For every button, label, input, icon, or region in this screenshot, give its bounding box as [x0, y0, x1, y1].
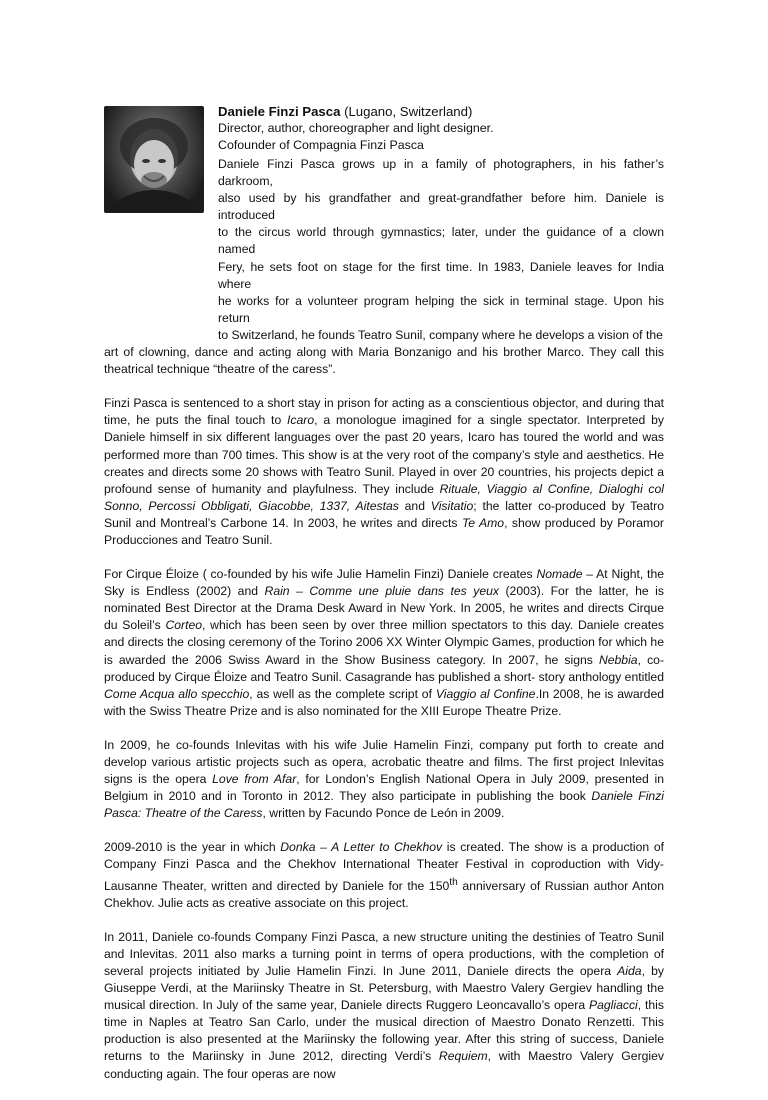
p5-superscript: th — [449, 876, 458, 888]
p1-line-4: Fery, he sets foot on stage for the first time. In 1983, Daniele leaves for India where — [218, 259, 664, 291]
p2-title-visitatio: Visitatio — [430, 498, 474, 513]
p2-title-teamo: Te Amo — [461, 515, 505, 530]
paragraph-1 — [104, 156, 664, 378]
p3-text-f: , as well as the complete script of — [249, 686, 436, 701]
p2-title-icaro: Icaro — [287, 413, 315, 428]
paragraph-4 — [104, 737, 664, 822]
person-cofounder: Cofounder of Compagnia Finzi Pasca — [218, 138, 424, 152]
p4-text-b: , for London’s English National Opera in July 2009, presented in Belgium in 2010 and in Toronto in 2012. They also participate in publishing the book — [104, 772, 664, 804]
paragraph-3 — [104, 566, 664, 720]
p1-line-5: he works for a volunteer program helping the sick in terminal stage. Upon his return — [218, 293, 664, 325]
p3-title-rain: Rain – Comme une pluie dans tes yeux — [264, 584, 499, 599]
p5-title-donka: Donka – A Letter to Chekhov — [280, 840, 443, 855]
p2-title-shows: Rituale, Viaggio al Confine, Dialoghi col Sonno, Percossi Obbligati, Giacobbe, 1337, Aitestas — [104, 481, 665, 513]
p2-text-c: ; the latter co-produced by Teatro Sunil and Montreal’s Carbone 14. In 2003, he writes and directs — [104, 498, 664, 530]
p3-text-a: For Cirque Éloize ( co-founded by his wife Julie Hamelin Finzi) Daniele creates — [104, 567, 537, 582]
person-origin: (Lugano, Switzerland) — [340, 104, 473, 119]
p4-title-lovefrom: Love from Afar — [212, 772, 297, 787]
p3-text-g: .In 2008, he is awarded with the Swiss Theatre Prize and is also nominated for the XIII Europe Theatre Prize. — [104, 686, 664, 718]
p1-line-1: Daniele Finzi Pasca grows up in a family of photographers, in his father’s darkroom, — [218, 157, 664, 189]
p1-line-3: to the circus world through gymnastics; later, under the guidance of a clown named — [218, 225, 664, 257]
p4-text-a: In 2009, he co-founds Inlevitas with his wife Julie Hamelin Finzi, company put forth to create and develop various artistic projects such as opera, acrobatic theatre and films. The first project Inlevitas signs is the opera — [104, 737, 664, 787]
bio-header — [218, 103, 678, 154]
p6-text-b: , by Giuseppe Verdi, at the Mariinsky Theatre in St. Petersburg, with Maestro Valery Gergiev handling the musical direction. In July of the same year, Daniele directs Ruggero Leoncavallo’s opera — [104, 964, 664, 1013]
person-name: Daniele Finzi Pasca — [218, 104, 341, 119]
paragraph-2 — [104, 395, 664, 549]
p6-text-d: , with Maestro Valery Gergiev conducting again. The four operas are now — [104, 1049, 664, 1081]
p3-text-d: , which has been seen by over three million spectators to this day. Daniele creates and directs the closing ceremony of the Torino 2006 XX Winter Olympic Games, production for which he is awarded the 2006 Swiss Award in the Show Business category. In 2007, he signs — [104, 618, 664, 667]
p5-text-a: 2009-2010 is the year in which — [104, 840, 281, 855]
p2-text-a: Finzi Pasca is sentenced to a short stay in prison for acting as a conscientious objector, and during that time, he puts the final touch to — [104, 396, 664, 428]
p3-title-come: Come Acqua allo specchio — [104, 686, 250, 701]
p3-title-nebbia: Nebbia — [598, 652, 638, 667]
p2-text-and: and — [398, 498, 431, 513]
p1-line-2: also used by his grandfather and great-grandfather before him. Daniele is introduced — [218, 191, 664, 223]
p1-line-6: to Switzerland, he founds Teatro Sunil, company where he develops a vision of the — [218, 327, 663, 342]
p5-text-b: is created. The show is a production of Company Finzi Pasca and the Chekhov International Theater Festival in coproduction with Vidy-Lausanne Theater, written and directed by Daniele for the 150 — [104, 840, 664, 893]
p3-text-c: (2003). For the latter, he is nominated Best Director at the Drama Desk Award in New York. In 2005, he writes and directs Cirque du Soleil’s — [104, 584, 664, 633]
p3-title-nomade: Nomade — [536, 567, 583, 582]
p4-title-book: Daniele Finzi Pasca: Theatre of the Caress — [104, 789, 665, 821]
p1-rest: art of clowning, dance and acting along with Maria Bonzanigo and his brother Marco. They call this theatrical technique “theatre of the caress”. — [104, 345, 664, 377]
p6-title-requiem: Requiem — [438, 1049, 488, 1064]
p6-text-c: , this time in Naples at Teatro San Carlo, under the musical direction of Maestro Donato Renzetti. This production is also presented at the Mariinsky the following year. After this string of success, Daniele returns to the Mariinsky in June 2012, directing Verdi’s — [104, 998, 664, 1064]
p3-title-corteo: Corteo — [165, 618, 203, 633]
p5-text-c: anniversary of Russian author Anton Chekhov. Julie acts as creative associate on this project. — [104, 878, 664, 910]
p6-title-aida: Aida — [617, 964, 642, 978]
p6-text-a: In 2011, Daniele co-founds Company Finzi Pasca, a new structure uniting the destinies of Teatro Sunil and Inlevitas. 2011 also marks a turning point in terms of opera productions, with the completion of several projects initiated by Julie Hamelin Finzi. In June 2011, Daniele directs the opera — [104, 929, 664, 978]
p2-text-b: , a monologue imagined for a single spectator. Interpreted by Daniele himself in six different languages over the past 20 years, Icaro has toured the world and was performed more than 700 times. This show is at the very root of the company’s style and aesthetics. He creates and directs some 20 shows with Teatro Sunil. Played in over 20 countries, his projects depict a profound sense of humanity and playfulness. They include — [104, 413, 664, 496]
paragraph-5 — [104, 839, 664, 911]
paragraph-6 — [104, 929, 664, 1083]
bio-body — [104, 156, 664, 1100]
p3-title-viaggio: Viaggio al Confine — [435, 686, 536, 701]
person-role: Director, author, choreographer and light designer. — [218, 121, 494, 135]
p6-title-pagliacci: Pagliacci — [588, 998, 638, 1013]
p2-text-d: , show produced by Poramor Producciones and Teatro Sunil. — [104, 515, 664, 547]
p3-text-e: , co-produced by Cirque Éloize and Teatro Sunil. Casagrande has published a short- story anthology entitled — [104, 652, 665, 684]
p3-text-b: – At Night, the Sky is Endless (2002) and — [104, 567, 665, 599]
name-line — [218, 103, 678, 120]
p4-text-c: , written by Facundo Ponce de León in 2009. — [262, 806, 505, 821]
